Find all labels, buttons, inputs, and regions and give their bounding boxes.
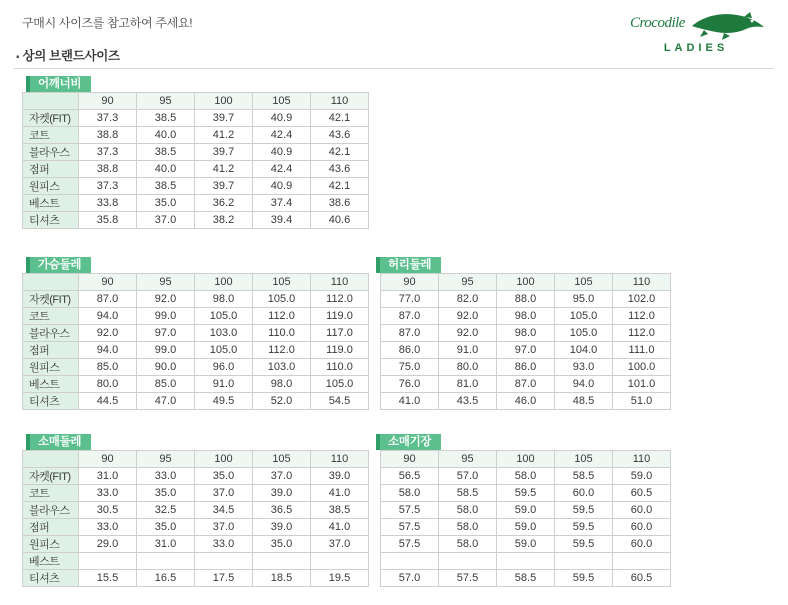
measurement-cell: 87.0 (497, 376, 555, 393)
measurement-cell: 42.1 (311, 110, 369, 127)
column-header: 100 (497, 274, 555, 291)
measurement-cell: 57.5 (381, 519, 439, 536)
measurement-cell: 38.5 (311, 502, 369, 519)
table-row (381, 376, 671, 393)
measurement-cell: 92.0 (439, 308, 497, 325)
row-label: 자켓(FIT) (23, 291, 79, 308)
measurement-cell: 85.0 (137, 376, 195, 393)
column-header: 105 (555, 451, 613, 468)
measurement-cell: 105.0 (555, 308, 613, 325)
measurement-cell: 80.0 (439, 359, 497, 376)
measurement-cell: 17.5 (195, 570, 253, 587)
measurement-cell: 119.0 (311, 308, 369, 325)
measurement-cell: 59.0 (497, 502, 555, 519)
measurement-cell: 57.5 (439, 570, 497, 587)
measurement-cell: 43.6 (311, 127, 369, 144)
measurement-cell (137, 553, 195, 570)
measurement-cell: 33.0 (79, 485, 137, 502)
measurement-cell: 39.0 (253, 519, 311, 536)
measurement-cell: 38.5 (137, 110, 195, 127)
table-row (23, 553, 369, 570)
measurement-cell: 98.0 (497, 325, 555, 342)
measurement-cell: 52.0 (253, 393, 311, 410)
column-header: 105 (253, 274, 311, 291)
measurement-cell: 31.0 (137, 536, 195, 553)
measurement-cell: 57.5 (381, 502, 439, 519)
table-row (381, 485, 671, 502)
measurement-cell: 37.3 (79, 178, 137, 195)
measurement-cell: 48.5 (555, 393, 613, 410)
measurement-cell: 94.0 (555, 376, 613, 393)
measurement-cell: 35.0 (195, 468, 253, 485)
measurement-cell: 76.0 (381, 376, 439, 393)
measurement-cell: 103.0 (195, 325, 253, 342)
measurement-cell: 42.1 (311, 144, 369, 161)
row-label: 티셔츠 (23, 212, 79, 229)
measurement-cell: 43.6 (311, 161, 369, 178)
measurement-cell: 40.6 (311, 212, 369, 229)
table-row (381, 325, 671, 342)
row-label: 원피스 (23, 359, 79, 376)
column-header: 110 (311, 274, 369, 291)
table-row (381, 468, 671, 485)
table-row (381, 570, 671, 587)
measurement-cell (497, 553, 555, 570)
column-header: 110 (311, 451, 369, 468)
table-row (23, 178, 369, 195)
column-header: 90 (79, 451, 137, 468)
row-label: 자켓(FIT) (23, 468, 79, 485)
brand-wordmark: Crocodile (630, 15, 685, 31)
measurement-cell: 38.6 (311, 195, 369, 212)
measurement-cell: 58.0 (497, 468, 555, 485)
measurement-cell: 96.0 (195, 359, 253, 376)
measurement-cell: 85.0 (79, 359, 137, 376)
table-row (23, 325, 369, 342)
group-label-chest: 가슴둘레 (26, 257, 91, 273)
table-row (381, 359, 671, 376)
purchase-notice: 구매시 사이즈를 참고하여 주세요! (22, 16, 193, 30)
measurement-cell: 33.0 (79, 519, 137, 536)
measurement-cell: 58.5 (555, 468, 613, 485)
measurement-cell: 38.8 (79, 127, 137, 144)
table-header-row (381, 451, 671, 468)
measurement-cell: 18.5 (253, 570, 311, 587)
measurement-cell: 87.0 (381, 308, 439, 325)
table-row (23, 161, 369, 178)
bullet-icon: ▪ (16, 52, 20, 63)
measurement-cell: 105.0 (555, 325, 613, 342)
measurement-cell: 81.0 (439, 376, 497, 393)
measurement-cell: 111.0 (613, 342, 671, 359)
size-table-sleeve-circumference (22, 450, 369, 587)
title-divider (14, 68, 774, 69)
measurement-cell: 112.0 (311, 291, 369, 308)
measurement-cell: 37.0 (253, 468, 311, 485)
row-label: 코트 (23, 308, 79, 325)
measurement-cell: 36.2 (195, 195, 253, 212)
measurement-cell: 112.0 (253, 308, 311, 325)
measurement-cell: 117.0 (311, 325, 369, 342)
table-row (381, 291, 671, 308)
measurement-cell: 60.0 (613, 519, 671, 536)
measurement-cell: 35.0 (137, 485, 195, 502)
measurement-cell: 86.0 (381, 342, 439, 359)
measurement-cell: 33.0 (137, 468, 195, 485)
table-header-row (23, 93, 369, 110)
row-label: 코트 (23, 485, 79, 502)
row-label: 점퍼 (23, 519, 79, 536)
measurement-cell: 77.0 (381, 291, 439, 308)
measurement-cell: 101.0 (613, 376, 671, 393)
measurement-cell: 86.0 (497, 359, 555, 376)
table-row (23, 376, 369, 393)
table-header-row (23, 451, 369, 468)
table-row (23, 359, 369, 376)
measurement-cell: 59.0 (497, 536, 555, 553)
column-header: 110 (613, 451, 671, 468)
measurement-cell: 97.0 (137, 325, 195, 342)
column-header: 100 (195, 93, 253, 110)
measurement-cell: 38.8 (79, 161, 137, 178)
measurement-cell: 40.9 (253, 144, 311, 161)
measurement-cell: 95.0 (555, 291, 613, 308)
page-title (16, 46, 120, 64)
measurement-cell: 42.4 (253, 161, 311, 178)
measurement-cell: 41.0 (311, 519, 369, 536)
measurement-cell: 98.0 (253, 376, 311, 393)
measurement-cell: 39.0 (311, 468, 369, 485)
table-row (381, 553, 671, 570)
measurement-cell: 105.0 (253, 291, 311, 308)
table-row (23, 110, 369, 127)
measurement-cell: 38.5 (137, 144, 195, 161)
table-corner-cell (23, 274, 79, 291)
measurement-cell: 94.0 (79, 308, 137, 325)
table-row (23, 393, 369, 410)
row-label: 티셔츠 (23, 393, 79, 410)
measurement-cell: 37.0 (311, 536, 369, 553)
measurement-cell: 41.0 (311, 485, 369, 502)
measurement-cell: 40.0 (137, 127, 195, 144)
measurement-cell: 98.0 (497, 308, 555, 325)
measurement-cell: 97.0 (497, 342, 555, 359)
measurement-cell: 35.0 (137, 195, 195, 212)
measurement-cell: 39.7 (195, 144, 253, 161)
measurement-cell: 110.0 (253, 325, 311, 342)
row-label: 원피스 (23, 178, 79, 195)
measurement-cell: 110.0 (311, 359, 369, 376)
measurement-cell: 43.5 (439, 393, 497, 410)
table-row (23, 485, 369, 502)
table-row (23, 308, 369, 325)
column-header: 90 (381, 274, 439, 291)
measurement-cell: 88.0 (497, 291, 555, 308)
measurement-cell: 51.0 (613, 393, 671, 410)
table-row (381, 536, 671, 553)
measurement-cell: 29.0 (79, 536, 137, 553)
table-row (23, 342, 369, 359)
measurement-cell: 40.9 (253, 110, 311, 127)
measurement-cell: 35.0 (253, 536, 311, 553)
page-title-text: 상의 브랜드사이즈 (22, 49, 120, 63)
size-table-chest (22, 273, 369, 410)
measurement-cell (253, 553, 311, 570)
measurement-cell: 38.5 (137, 178, 195, 195)
measurement-cell (79, 553, 137, 570)
measurement-cell: 37.0 (195, 519, 253, 536)
column-header: 105 (253, 451, 311, 468)
group-label-sleeve-circumference: 소매둘레 (26, 434, 91, 450)
measurement-cell: 57.5 (381, 536, 439, 553)
column-header: 100 (195, 274, 253, 291)
table-row (23, 291, 369, 308)
measurement-cell: 105.0 (195, 308, 253, 325)
column-header: 105 (555, 274, 613, 291)
measurement-cell: 42.4 (253, 127, 311, 144)
column-header: 100 (195, 451, 253, 468)
measurement-cell: 15.5 (79, 570, 137, 587)
column-header: 95 (439, 451, 497, 468)
table-row (23, 502, 369, 519)
row-label: 티셔츠 (23, 570, 79, 587)
table-row (381, 342, 671, 359)
measurement-cell: 60.5 (613, 570, 671, 587)
group-label-shoulder: 어깨너비 (26, 76, 91, 92)
table-row (381, 502, 671, 519)
measurement-cell: 49.5 (195, 393, 253, 410)
measurement-cell: 59.5 (497, 485, 555, 502)
measurement-cell: 58.0 (439, 502, 497, 519)
measurement-cell: 112.0 (613, 308, 671, 325)
column-header: 100 (497, 451, 555, 468)
measurement-cell: 100.0 (613, 359, 671, 376)
measurement-cell (613, 553, 671, 570)
measurement-cell: 42.1 (311, 178, 369, 195)
measurement-cell: 35.0 (137, 519, 195, 536)
table-row (23, 468, 369, 485)
measurement-cell: 58.0 (439, 519, 497, 536)
measurement-cell: 37.0 (195, 485, 253, 502)
measurement-cell: 119.0 (311, 342, 369, 359)
row-label: 블라우스 (23, 325, 79, 342)
measurement-cell: 57.0 (381, 570, 439, 587)
table-row (23, 195, 369, 212)
measurement-cell (439, 553, 497, 570)
measurement-cell: 37.3 (79, 144, 137, 161)
measurement-cell: 60.0 (613, 536, 671, 553)
column-header: 95 (137, 93, 195, 110)
table-corner-cell (23, 451, 79, 468)
table-row (381, 519, 671, 536)
size-table-waist (380, 273, 671, 410)
measurement-cell: 91.0 (195, 376, 253, 393)
measurement-cell: 38.2 (195, 212, 253, 229)
crocodile-icon (626, 6, 766, 44)
table-row (381, 393, 671, 410)
measurement-cell: 41.0 (381, 393, 439, 410)
row-label: 코트 (23, 127, 79, 144)
measurement-cell: 16.5 (137, 570, 195, 587)
table-corner-cell (23, 93, 79, 110)
measurement-cell: 60.0 (555, 485, 613, 502)
measurement-cell: 36.5 (253, 502, 311, 519)
table-header-row (23, 274, 369, 291)
row-label: 베스트 (23, 376, 79, 393)
measurement-cell: 37.0 (137, 212, 195, 229)
measurement-cell: 98.0 (195, 291, 253, 308)
group-label-sleeve-length: 소매기장 (376, 434, 441, 450)
measurement-cell: 59.5 (555, 570, 613, 587)
measurement-cell: 39.7 (195, 110, 253, 127)
measurement-cell: 105.0 (195, 342, 253, 359)
measurement-cell: 39.0 (253, 485, 311, 502)
measurement-cell: 99.0 (137, 308, 195, 325)
measurement-cell: 37.3 (79, 110, 137, 127)
column-header: 105 (253, 93, 311, 110)
measurement-cell: 99.0 (137, 342, 195, 359)
measurement-cell (195, 553, 253, 570)
measurement-cell: 87.0 (381, 325, 439, 342)
measurement-cell: 39.7 (195, 178, 253, 195)
measurement-cell: 104.0 (555, 342, 613, 359)
measurement-cell: 59.5 (555, 519, 613, 536)
measurement-cell: 92.0 (137, 291, 195, 308)
row-label: 베스트 (23, 195, 79, 212)
measurement-cell: 94.0 (79, 342, 137, 359)
measurement-cell: 40.0 (137, 161, 195, 178)
column-header: 95 (137, 451, 195, 468)
measurement-cell: 59.5 (555, 502, 613, 519)
row-label: 블라우스 (23, 502, 79, 519)
table-row (23, 127, 369, 144)
measurement-cell: 58.5 (497, 570, 555, 587)
measurement-cell: 19.5 (311, 570, 369, 587)
row-label: 점퍼 (23, 342, 79, 359)
measurement-cell: 57.0 (439, 468, 497, 485)
measurement-cell: 112.0 (253, 342, 311, 359)
size-table-shoulder (22, 92, 369, 229)
measurement-cell: 40.9 (253, 178, 311, 195)
brand-subline: LADIES (663, 42, 729, 54)
measurement-cell: 80.0 (79, 376, 137, 393)
row-label: 베스트 (23, 553, 79, 570)
measurement-cell (555, 553, 613, 570)
measurement-cell: 59.0 (497, 519, 555, 536)
measurement-cell: 41.2 (195, 161, 253, 178)
measurement-cell: 87.0 (79, 291, 137, 308)
table-row (23, 570, 369, 587)
measurement-cell: 92.0 (439, 325, 497, 342)
measurement-cell: 93.0 (555, 359, 613, 376)
row-label: 블라우스 (23, 144, 79, 161)
measurement-cell: 59.0 (613, 468, 671, 485)
measurement-cell: 32.5 (137, 502, 195, 519)
size-table-sleeve-length (380, 450, 671, 587)
measurement-cell: 82.0 (439, 291, 497, 308)
column-header: 95 (439, 274, 497, 291)
measurement-cell: 47.0 (137, 393, 195, 410)
column-header: 95 (137, 274, 195, 291)
measurement-cell: 60.5 (613, 485, 671, 502)
measurement-cell: 33.0 (195, 536, 253, 553)
measurement-cell (381, 553, 439, 570)
group-label-waist: 허리둘레 (376, 257, 441, 273)
measurement-cell: 59.5 (555, 536, 613, 553)
measurement-cell (311, 553, 369, 570)
measurement-cell: 58.5 (439, 485, 497, 502)
column-header: 90 (381, 451, 439, 468)
measurement-cell: 37.4 (253, 195, 311, 212)
measurement-cell: 75.0 (381, 359, 439, 376)
measurement-cell: 33.8 (79, 195, 137, 212)
column-header: 110 (311, 93, 369, 110)
measurement-cell: 31.0 (79, 468, 137, 485)
measurement-cell: 54.5 (311, 393, 369, 410)
measurement-cell: 41.2 (195, 127, 253, 144)
measurement-cell: 46.0 (497, 393, 555, 410)
table-row (381, 308, 671, 325)
row-label: 점퍼 (23, 161, 79, 178)
measurement-cell: 60.0 (613, 502, 671, 519)
table-row (23, 212, 369, 229)
measurement-cell: 102.0 (613, 291, 671, 308)
measurement-cell: 30.5 (79, 502, 137, 519)
table-row (23, 519, 369, 536)
measurement-cell: 39.4 (253, 212, 311, 229)
column-header: 90 (79, 274, 137, 291)
measurement-cell: 34.5 (195, 502, 253, 519)
row-label: 자켓(FIT) (23, 110, 79, 127)
table-header-row (381, 274, 671, 291)
measurement-cell: 56.5 (381, 468, 439, 485)
row-label: 원피스 (23, 536, 79, 553)
table-row (23, 144, 369, 161)
brand-logo (626, 6, 766, 54)
measurement-cell: 35.8 (79, 212, 137, 229)
measurement-cell: 92.0 (79, 325, 137, 342)
table-row (23, 536, 369, 553)
measurement-cell: 58.0 (439, 536, 497, 553)
measurement-cell: 58.0 (381, 485, 439, 502)
measurement-cell: 103.0 (253, 359, 311, 376)
measurement-cell: 112.0 (613, 325, 671, 342)
measurement-cell: 44.5 (79, 393, 137, 410)
measurement-cell: 105.0 (311, 376, 369, 393)
measurement-cell: 91.0 (439, 342, 497, 359)
column-header: 90 (79, 93, 137, 110)
column-header: 110 (613, 274, 671, 291)
measurement-cell: 90.0 (137, 359, 195, 376)
